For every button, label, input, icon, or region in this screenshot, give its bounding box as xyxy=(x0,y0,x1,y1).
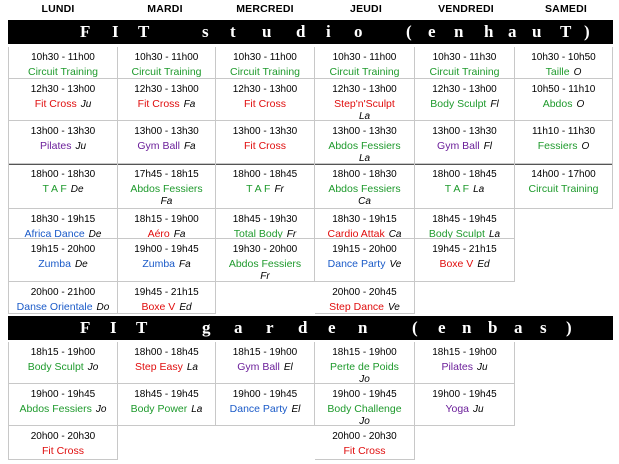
garden-banner-letter: g xyxy=(202,318,212,337)
studio-banner-letter: s xyxy=(202,22,210,41)
class-time: 12h30 - 13h00 xyxy=(134,84,199,95)
class-name: Abdos Fessiers xyxy=(328,140,401,152)
class-cell xyxy=(118,342,216,384)
class-time: 13h00 - 13h30 xyxy=(332,126,397,137)
instructor-initials: La xyxy=(358,111,371,121)
instructor-initials: La xyxy=(186,362,198,373)
class-cell xyxy=(118,121,216,164)
class-name: Step Easy xyxy=(135,361,183,373)
class-cell xyxy=(118,47,216,79)
instructor-initials: La xyxy=(473,184,485,195)
class-name: Pilates xyxy=(39,140,72,152)
instructor-initials: Ju xyxy=(473,404,484,415)
studio-banner-letter: F xyxy=(80,22,92,41)
class-time: 12h30 - 13h00 xyxy=(432,84,497,95)
class-cell xyxy=(118,209,216,239)
class-name: Abdos Fessiers xyxy=(130,183,203,195)
garden-banner-letter: e xyxy=(438,318,447,337)
studio-banner-letter: i xyxy=(326,22,332,41)
class-time: 18h15 - 19h00 xyxy=(332,347,397,358)
instructor-initials: Jo xyxy=(359,374,370,384)
class-cell xyxy=(415,79,515,121)
instructor-initials: El xyxy=(291,404,301,415)
class-time: 19h15 - 20h00 xyxy=(30,244,96,255)
class-time: 14h00 - 17h00 xyxy=(531,169,596,180)
class-name: Gym Ball xyxy=(237,361,280,373)
class-cell xyxy=(118,384,216,426)
class-time: 18h15 - 19h00 xyxy=(232,347,298,358)
garden-banner-letter: n xyxy=(358,318,369,337)
instructor-initials: De xyxy=(88,229,102,239)
instructor-initials: Ed xyxy=(179,302,192,313)
instructor-initials: O xyxy=(573,67,582,78)
class-time: 17h45 - 18h15 xyxy=(134,169,199,180)
class-cell xyxy=(415,209,515,239)
day-header-samedi: SAMEDI xyxy=(544,3,588,15)
day-header-vendredi: VENDREDI xyxy=(438,3,494,15)
class-name: Taille xyxy=(545,66,570,78)
class-name: Dance Party xyxy=(229,403,288,415)
studio-banner-letter: T xyxy=(138,22,151,41)
instructor-initials: Fa xyxy=(183,141,196,152)
class-time: 18h45 - 19h45 xyxy=(134,389,199,400)
class-cell xyxy=(8,209,118,239)
class-cell xyxy=(515,164,613,209)
instructor-initials: Ca xyxy=(358,196,371,207)
studio-banner-letter: a xyxy=(508,22,518,41)
instructor-initials: Fa xyxy=(183,99,196,110)
class-cell xyxy=(8,239,118,282)
class-cell xyxy=(8,79,118,121)
garden-banner-letter: ) xyxy=(566,318,573,337)
class-name: Circuit Training xyxy=(528,183,599,195)
class-time: 18h30 - 19h15 xyxy=(30,214,96,225)
class-cell xyxy=(415,342,515,384)
class-time: 10h30 - 10h50 xyxy=(531,52,596,63)
instructor-initials: Fa xyxy=(179,259,191,270)
class-cell xyxy=(216,384,315,426)
class-name: Fessiers xyxy=(537,140,578,152)
class-cell xyxy=(8,342,118,384)
garden-banner-letter: ( xyxy=(412,318,419,337)
class-time: 12h30 - 13h00 xyxy=(332,84,397,95)
class-name: Circuit Training xyxy=(27,66,99,78)
garden-banner-letter: b xyxy=(488,318,499,337)
instructor-initials: De xyxy=(70,184,84,195)
class-cell xyxy=(8,47,118,79)
class-name: Yoga xyxy=(445,403,469,415)
class-name: Step'n'Sculpt xyxy=(334,98,395,110)
instructor-initials: Fr xyxy=(286,229,297,239)
class-cell xyxy=(8,164,118,209)
day-header-mercredi: MERCREDI xyxy=(236,3,294,15)
class-name: Body Sculpt xyxy=(430,98,487,110)
class-time: 10h30 - 11h00 xyxy=(134,52,199,63)
instructor-initials: La xyxy=(358,153,371,164)
class-cell xyxy=(118,79,216,121)
garden-banner-letter: r xyxy=(266,318,275,337)
class-cell xyxy=(415,239,515,282)
instructor-initials: La xyxy=(191,404,203,415)
instructor-initials: O xyxy=(576,99,585,110)
class-time: 20h00 - 21h00 xyxy=(30,287,96,298)
studio-banner-letter: d xyxy=(296,22,307,41)
studio-banner-letter: I xyxy=(112,22,120,41)
class-cell xyxy=(415,47,515,79)
class-time: 18h00 - 18h30 xyxy=(30,169,96,180)
class-name: Body Power xyxy=(130,403,188,415)
class-cell xyxy=(415,384,515,426)
class-time: 18h00 - 18h45 xyxy=(134,347,199,358)
instructor-initials: Fr xyxy=(274,184,284,195)
class-time: 13h00 - 13h30 xyxy=(232,126,298,137)
class-cell xyxy=(515,79,613,121)
class-name: Fit Cross xyxy=(42,445,84,457)
class-name: Zumba xyxy=(142,258,175,270)
class-cell xyxy=(8,282,118,314)
garden-banner-letter: e xyxy=(328,318,337,337)
class-cell xyxy=(118,239,216,282)
class-name: Circuit Training xyxy=(329,66,400,78)
class-cell xyxy=(515,47,613,79)
studio-banner-letter: ( xyxy=(406,22,413,41)
class-name: Boxe V xyxy=(141,301,176,313)
studio-banner-letter: o xyxy=(354,22,364,41)
class-name: Cardio Attak xyxy=(327,228,385,239)
class-name: Body Sculpt xyxy=(428,228,485,239)
class-cell xyxy=(216,121,315,164)
instructor-initials: Ed xyxy=(477,259,490,270)
class-cell xyxy=(415,121,515,164)
class-time: 19h00 - 19h45 xyxy=(30,389,96,400)
class-name: Fit Cross xyxy=(34,98,77,110)
class-cell xyxy=(315,426,415,460)
class-name: Circuit Training xyxy=(229,66,301,78)
class-name: Abdos xyxy=(542,98,573,110)
class-time: 10h30 - 11h00 xyxy=(233,52,297,63)
class-name: Abdos Fessiers xyxy=(228,258,302,270)
class-time: 18h00 - 18h30 xyxy=(332,169,397,180)
class-name: Fit Cross xyxy=(244,140,286,152)
class-name: Circuit Training xyxy=(131,66,202,78)
instructor-initials: Ve xyxy=(388,302,400,313)
class-time: 13h00 - 13h30 xyxy=(134,126,199,137)
instructor-initials: El xyxy=(283,362,293,373)
class-cell xyxy=(315,209,415,239)
instructor-initials: O xyxy=(581,141,590,152)
instructor-initials: Fa xyxy=(160,196,173,207)
class-time: 20h00 - 20h30 xyxy=(332,431,397,442)
class-cell xyxy=(315,282,415,314)
class-time: 18h45 - 19h45 xyxy=(432,214,497,225)
instructor-initials: Ca xyxy=(388,229,402,239)
class-name: Pilates xyxy=(441,361,473,373)
class-time: 10h30 - 11h00 xyxy=(31,52,95,63)
class-time: 10h50 - 11h10 xyxy=(531,84,596,95)
class-cell xyxy=(8,121,118,164)
class-name: Circuit Training xyxy=(429,66,500,78)
class-cell xyxy=(118,282,216,314)
day-header-jeudi: JEUDI xyxy=(350,3,382,15)
class-time: 18h15 - 19h00 xyxy=(134,214,199,225)
garden-banner-letter: a xyxy=(234,318,244,337)
class-time: 12h30 - 13h00 xyxy=(30,84,96,95)
class-name: Fit Cross xyxy=(244,98,286,110)
class-name: Africa Dance xyxy=(24,228,85,239)
instructor-initials: Jo xyxy=(95,404,107,415)
class-name: Fit Cross xyxy=(137,98,180,110)
class-name: Fit Cross xyxy=(343,445,386,457)
instructor-initials: Fr xyxy=(260,271,270,282)
studio-banner-letter: t xyxy=(230,22,237,41)
class-time: 19h00 - 19h45 xyxy=(134,244,199,255)
studio-banner-letter: h xyxy=(484,22,495,41)
class-time: 13h00 - 13h30 xyxy=(432,126,497,137)
class-time: 19h45 - 21h15 xyxy=(134,287,199,298)
class-time: 18h45 - 19h30 xyxy=(232,214,298,225)
instructor-initials: Ju xyxy=(80,99,92,110)
class-name: Body Challenge xyxy=(327,403,402,415)
class-name: Body Sculpt xyxy=(27,361,84,373)
garden-banner-letter: T xyxy=(136,318,149,337)
class-time: 19h30 - 20h00 xyxy=(232,244,298,255)
class-cell xyxy=(8,384,118,426)
class-cell xyxy=(216,79,315,121)
class-time: 19h15 - 20h00 xyxy=(332,244,397,255)
class-cell xyxy=(118,164,216,209)
garden-banner xyxy=(8,316,613,340)
class-cell xyxy=(216,342,315,384)
instructor-initials: Ju xyxy=(75,141,87,152)
class-name: T A F xyxy=(42,183,67,195)
class-time: 18h00 - 18h45 xyxy=(232,169,298,180)
class-time: 18h30 - 19h15 xyxy=(332,214,397,225)
class-name: Step Dance xyxy=(329,301,384,313)
class-cell xyxy=(315,79,415,121)
class-cell xyxy=(216,47,315,79)
studio-banner-letter: ) xyxy=(584,22,591,41)
garden-banner-letter: d xyxy=(298,318,309,337)
studio-banner xyxy=(8,20,613,44)
class-name: Gym Ball xyxy=(437,140,480,152)
studio-banner-letter: e xyxy=(428,22,437,41)
studio-banner-letter: u xyxy=(532,22,543,41)
garden-banner-letter: I xyxy=(110,318,118,337)
day-header-mardi: MARDI xyxy=(147,3,183,15)
studio-banner-letter: n xyxy=(454,22,465,41)
class-time: 18h15 - 19h00 xyxy=(432,347,497,358)
garden-banner-letter: a xyxy=(514,318,524,337)
instructor-initials: Jo xyxy=(359,416,370,426)
garden-banner-letter: F xyxy=(80,318,92,337)
instructor-initials: Ve xyxy=(389,259,402,270)
instructor-initials: Jo xyxy=(87,362,99,373)
class-cell xyxy=(315,342,415,384)
class-name: T A F xyxy=(444,183,470,195)
instructor-initials: La xyxy=(488,229,501,239)
class-time: 12h30 - 13h00 xyxy=(232,84,298,95)
class-name: T A F xyxy=(246,183,271,195)
class-cell xyxy=(315,121,415,164)
day-header-lundi: LUNDI xyxy=(41,3,75,15)
class-name: Abdos Fessiers xyxy=(19,403,92,415)
class-cell xyxy=(515,121,613,164)
class-cell xyxy=(216,209,315,239)
class-time: 19h00 - 19h45 xyxy=(232,389,298,400)
instructor-initials: De xyxy=(74,259,88,270)
class-name: Abdos Fessiers xyxy=(328,183,401,195)
class-cell xyxy=(315,239,415,282)
class-name: Boxe V xyxy=(439,258,474,270)
class-cell xyxy=(315,384,415,426)
class-name: Total Body xyxy=(233,228,283,239)
instructor-initials: Do xyxy=(96,302,110,313)
class-time: 10h30 - 11h30 xyxy=(432,52,497,63)
studio-banner-letter: T xyxy=(560,22,573,41)
class-cell xyxy=(216,164,315,209)
class-name: Aéro xyxy=(147,228,170,239)
class-name: Dance Party xyxy=(327,258,386,270)
class-time: 19h45 - 21h15 xyxy=(432,244,497,255)
class-time: 10h30 - 11h00 xyxy=(332,52,397,63)
class-cell xyxy=(8,426,118,460)
class-time: 11h10 - 11h30 xyxy=(531,126,596,137)
instructor-initials: Ju xyxy=(476,362,488,373)
garden-banner-letter: s xyxy=(540,318,548,337)
class-time: 18h15 - 19h00 xyxy=(30,347,96,358)
instructor-initials: Fl xyxy=(490,99,499,110)
class-time: 19h00 - 19h45 xyxy=(332,389,397,400)
instructor-initials: Fl xyxy=(483,141,492,152)
class-time: 20h00 - 20h30 xyxy=(30,431,96,442)
class-name: Perte de Poids xyxy=(330,361,399,373)
class-cell xyxy=(315,47,415,79)
class-cell xyxy=(415,164,515,209)
instructor-initials: Fa xyxy=(173,229,186,239)
class-name: Danse Orientale xyxy=(16,301,93,313)
class-time: 19h00 - 19h45 xyxy=(432,389,497,400)
class-cell xyxy=(216,239,315,282)
studio-banner-letter: u xyxy=(262,22,273,41)
class-time: 20h00 - 20h45 xyxy=(332,287,397,298)
class-time: 13h00 - 13h30 xyxy=(30,126,96,137)
class-name: Gym Ball xyxy=(137,140,180,152)
garden-banner-letter: n xyxy=(462,318,473,337)
class-name: Zumba xyxy=(38,258,71,270)
class-time: 18h00 - 18h45 xyxy=(432,169,497,180)
class-cell xyxy=(315,164,415,209)
